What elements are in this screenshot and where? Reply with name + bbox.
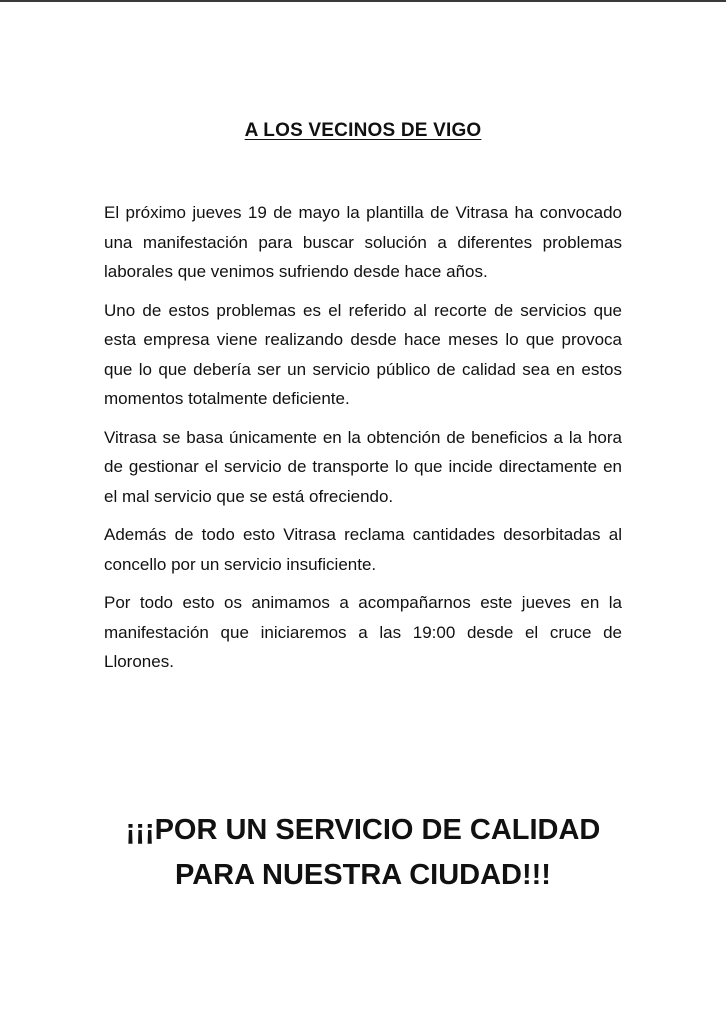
paragraph: Vitrasa se basa únicamente en la obtención de beneficios a la hora de gestionar el servicio de transporte lo que incide directamente en el mal servicio que se está ofreciendo. <box>104 427 622 506</box>
paragraph: Por todo esto os animamos a acompañarnos este jueves en la manifestación que iniciaremos a las 19:00 desde el cruce de Llorones. <box>104 593 622 671</box>
paragraph: Uno de estos problemas es el referido al recorte de servicios que esta empresa viene realizando desde hace meses lo que provoca que lo que debería ser un servicio público de calidad sea en estos momentos totalmente deficiente. <box>104 300 622 408</box>
page-top-border <box>0 0 726 2</box>
closing-line-1: ¡¡¡POR UN SERVICIO DE CALIDAD <box>125 814 601 846</box>
document-body <box>104 198 622 686</box>
paragraph: Además de todo esto Vitrasa reclama cantidades desorbitadas al concello por un servicio insuficiente. <box>104 525 622 574</box>
paragraph: El próximo jueves 19 de mayo la plantilla de Vitrasa ha convocado una manifestación para buscar solución a diferentes problemas laborales que venimos sufriendo desde hace años. <box>104 203 622 281</box>
closing-line-2: PARA NUESTRA CIUDAD!!! <box>175 859 551 891</box>
closing-slogan <box>0 808 726 898</box>
document-title: A LOS VECINOS DE VIGO <box>244 120 482 141</box>
